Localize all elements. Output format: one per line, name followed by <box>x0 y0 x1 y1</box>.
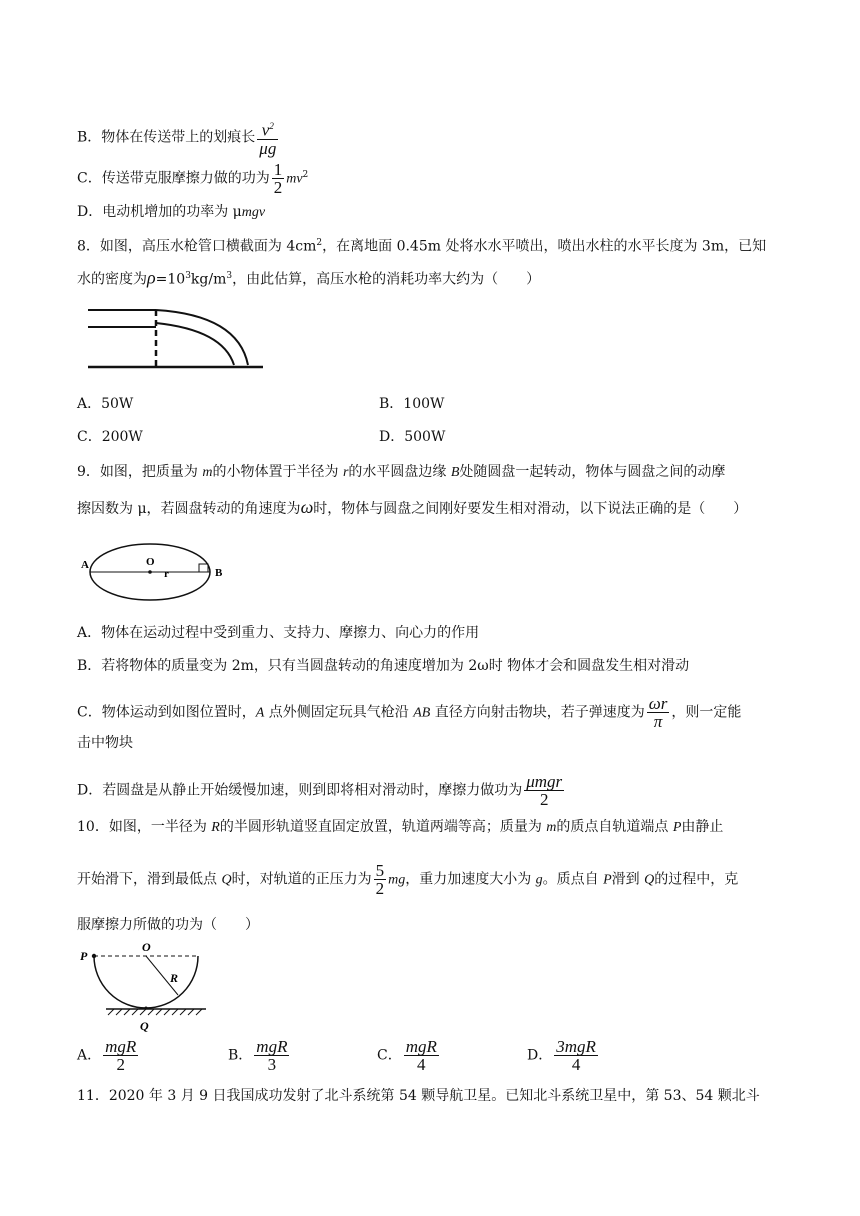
q10-stem-line1 <box>77 817 723 838</box>
superscript: 2 <box>316 238 323 248</box>
superscript: 3 <box>185 271 191 281</box>
fraction-numerator: mgR <box>105 1037 137 1056</box>
q9-option-d-fraction <box>524 773 564 808</box>
q9-disk-figure <box>80 540 230 610</box>
superscript: 3 <box>226 271 233 281</box>
q10-stem-text: 开始滑下，滑到最低点 <box>77 871 222 888</box>
label-r: r <box>164 568 169 580</box>
q10-option-d <box>527 1038 600 1073</box>
var-mg: mg <box>388 872 406 888</box>
option-fraction <box>254 1038 289 1073</box>
fraction-denominator: 2 <box>375 879 385 898</box>
q9-stem-text: 9．如图，把质量为 <box>77 464 203 480</box>
var-q: Q <box>221 872 232 888</box>
q7-option-c-text: C．传送带克服摩擦力做的功为 <box>77 170 270 187</box>
q8-stem-text: 8．如图，高压水枪管口横截面为 4cm <box>77 238 317 255</box>
option-label: A． <box>77 1047 102 1064</box>
q10-track-figure <box>76 938 216 1034</box>
option-label: B． <box>228 1047 253 1064</box>
label-o: O <box>146 556 155 568</box>
fraction-denominator: 3 <box>267 1055 277 1074</box>
q7-option-c-tail: mv <box>286 171 303 187</box>
q9-option-c-line2: 击中物块 <box>77 735 133 751</box>
q9-option-b: B．若将物体的质量变为 2m，只有当圆盘转动的角速度增加为 2ω时 物体才会和圆盘发生相对滑动 <box>77 658 690 674</box>
q7-option-c <box>77 161 308 196</box>
fraction-numerator: v <box>261 120 270 140</box>
q8-stem-text: =10 <box>155 271 186 288</box>
q8-option-c: C．200W <box>77 429 143 445</box>
q9-option-d <box>77 773 566 808</box>
superscript: 2 <box>302 169 309 180</box>
q7-option-d-text: D．电动机增加的功率为 μ <box>77 204 242 220</box>
fraction-denominator: 4 <box>571 1055 581 1074</box>
q9-option-d-text: D．若圆盘是从静止开始缓慢加速，则到即将相对滑动时，摩擦力做功为 <box>77 782 523 799</box>
q7-option-b-text: B．物体在传送带上的划痕长 <box>77 129 256 146</box>
q10-option-c <box>377 1038 441 1073</box>
var-a: A <box>255 705 265 721</box>
q11-stem-line1: 11．2020 年 3 月 9 日我国成功发射了北斗系统第 54 颗导航卫星。已知北斗系统卫星中，第 53、54 颗北斗 <box>77 1088 760 1104</box>
label-p: P <box>80 949 88 963</box>
q8-stem-text: 水的密度为 <box>77 271 147 288</box>
var-p: P <box>672 820 682 835</box>
label-q: Q <box>140 1019 149 1033</box>
var-r: r <box>342 465 349 480</box>
q8-option-b: B．100W <box>379 396 445 412</box>
q9-stem-text: 处随圆盘一起转动，物体与圆盘之间的动摩 <box>459 464 726 480</box>
q10-stem-text: 的半圆形轨道竖直固定放置，轨道两端等高；质量为 <box>219 819 547 835</box>
q9-option-c-fraction <box>647 695 670 730</box>
q9-stem-text: 的小物体置于半径为 <box>212 464 343 480</box>
option-label: C． <box>377 1047 402 1064</box>
q10-option-a <box>77 1038 140 1073</box>
q10-stem-line2 <box>77 862 738 897</box>
var-ab: AB <box>413 705 431 721</box>
var-b: B <box>450 465 460 480</box>
label-a: A <box>81 559 89 571</box>
fraction-numerator: mgR <box>405 1037 437 1056</box>
fraction-denominator: 4 <box>417 1055 426 1074</box>
option-fraction <box>404 1038 439 1073</box>
fraction-numerator: 3mgR <box>556 1037 596 1056</box>
q7-option-b-fraction <box>257 118 278 157</box>
q10-option-b <box>228 1038 291 1073</box>
option-fraction <box>103 1038 138 1073</box>
fraction-denominator: μg <box>259 138 277 158</box>
q9-stem-text: 时，物体与圆盘之间刚好要发生相对滑动，以下说法正确的是（ ） <box>313 501 748 517</box>
superscript: 2 <box>269 121 274 131</box>
var-g: g <box>535 872 543 888</box>
q10-stem-text: 。质点自 <box>542 871 604 888</box>
q10-stem-text: 10．如图，一半径为 <box>77 819 212 835</box>
q10-stem-text: 的质点自轨道端点 <box>556 819 673 835</box>
label-r: R <box>170 971 179 985</box>
q10-stem-text: ，重力加速度大小为 <box>405 871 536 888</box>
q10-stem-line3: 服摩擦力所做的功为（ ） <box>77 917 259 933</box>
q10-stem-text: 滑到 <box>611 871 645 888</box>
q10-stem-text: 时，对轨道的正压力为 <box>231 871 372 888</box>
fraction-denominator: 2 <box>539 790 549 809</box>
fraction-numerator: 5 <box>375 861 385 880</box>
omega-symbol: ω <box>300 497 314 517</box>
q10-stem-text: 的过程中，克 <box>654 871 739 888</box>
option-label: D． <box>527 1047 553 1064</box>
q8-option-d: D．500W <box>379 429 446 445</box>
var-p: P <box>603 872 612 888</box>
q9-stem-line1 <box>77 462 725 483</box>
label-b: B <box>215 567 223 579</box>
q7-option-d-tail: mgv <box>241 205 266 220</box>
q10-stem-text: 由静止 <box>681 819 724 835</box>
fraction-numerator: ωr <box>648 694 668 713</box>
rho-symbol: ρ <box>147 267 156 288</box>
q9-option-c <box>77 695 741 730</box>
var-m: m <box>546 820 557 835</box>
fraction-numerator: 1 <box>273 160 283 179</box>
q8-option-a: A．50W <box>77 396 134 412</box>
label-o: O <box>142 940 151 954</box>
q8-stem-line1 <box>77 233 766 257</box>
q7-option-c-fraction <box>272 161 285 196</box>
fraction-denominator: 2 <box>116 1055 125 1074</box>
fraction-numerator: mgR <box>256 1037 288 1056</box>
q8-water-gun-figure <box>88 305 268 375</box>
q8-stem-text: kg/m <box>190 271 227 288</box>
q9-option-c-text: ，则一定能 <box>671 704 742 721</box>
q9-stem-line2 <box>77 497 747 519</box>
q7-option-d <box>77 202 265 223</box>
q9-stem-text: 的水平圆盘边缘 <box>348 464 451 480</box>
fraction-denominator: π <box>653 712 663 731</box>
q9-stem-text: 擦因数为 μ，若圆盘转动的角速度为 <box>77 501 301 517</box>
option-fraction <box>554 1038 598 1073</box>
q8-stem-text: ，在离地面 0.45m 处将水水平喷出，喷出水柱的水平长度为 3m，已知 <box>322 238 767 255</box>
q9-option-c-text: C．物体运动到如图位置时， <box>77 704 256 721</box>
q9-option-c-text: 点外侧固定玩具气枪沿 <box>264 704 414 721</box>
var-r: R <box>211 820 220 835</box>
var-q: Q <box>644 872 655 888</box>
var-m: m <box>202 465 213 480</box>
q7-option-b <box>77 118 280 157</box>
q8-stem-text: ，由此估算，高压水枪的消耗功率大约为（ ） <box>232 271 541 288</box>
fraction-numerator: μmgr <box>526 772 563 791</box>
q8-stem-line2 <box>77 266 540 290</box>
fraction-denominator: 2 <box>273 178 283 197</box>
q10-fraction <box>374 862 387 897</box>
q9-option-a: A．物体在运动过程中受到重力、支持力、摩擦力、向心力的作用 <box>77 625 480 641</box>
q9-option-c-text: 直径方向射击物块，若子弹速度为 <box>430 704 645 721</box>
